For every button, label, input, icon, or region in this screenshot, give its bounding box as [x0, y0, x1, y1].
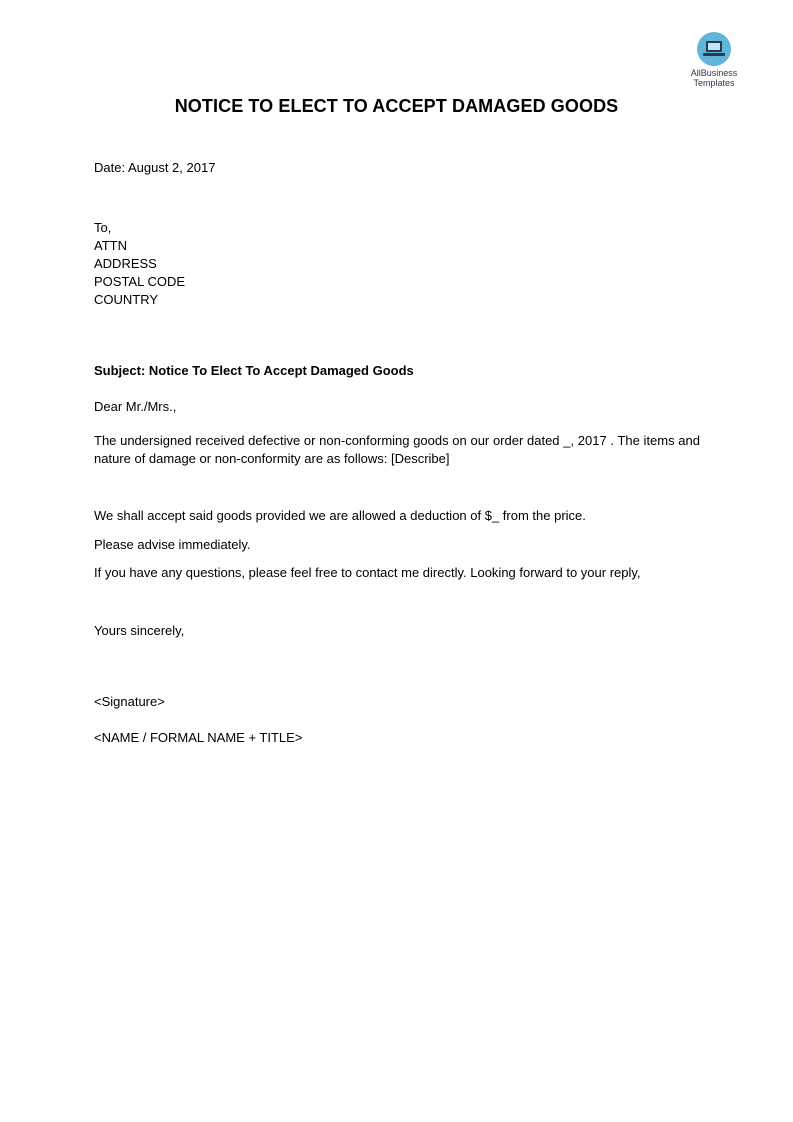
name-title-placeholder: <NAME / FORMAL NAME + TITLE>: [94, 730, 303, 745]
recipient-to: To,: [94, 220, 112, 235]
body-paragraph-3: Please advise immediately.: [94, 537, 251, 552]
closing: Yours sincerely,: [94, 623, 185, 638]
logo-line-2: Templates: [693, 78, 735, 88]
logo-line-1: AllBusiness: [690, 68, 738, 78]
body-paragraph-1: The undersigned received defective or non-conforming goods on our order dated _, 2017 . The items and nature of damage or non-conformity are as follows: [Describe]: [94, 433, 700, 466]
logo-text: [684, 68, 744, 88]
recipient-country: COUNTRY: [94, 292, 159, 307]
date-line: Date: August 2, 2017: [94, 160, 216, 175]
document-title: NOTICE TO ELECT TO ACCEPT DAMAGED GOODS: [174, 96, 619, 116]
body-paragraph-2: We shall accept said goods provided we are allowed a deduction of $_ from the price.: [94, 508, 586, 523]
signature-placeholder: <Signature>: [94, 694, 165, 709]
salutation: Dear Mr./Mrs.,: [94, 399, 177, 414]
body-paragraph-4: If you have any questions, please feel free to contact me directly. Looking forward to your reply,: [94, 565, 641, 580]
recipient-postal-code: POSTAL CODE: [94, 274, 186, 289]
laptop-icon: [697, 32, 731, 66]
allbusiness-templates-logo: [684, 32, 744, 88]
recipient-address: ADDRESS: [94, 256, 157, 271]
subject-line: Subject: Notice To Elect To Accept Damaged Goods: [94, 363, 414, 378]
recipient-attn: ATTN: [94, 238, 127, 253]
